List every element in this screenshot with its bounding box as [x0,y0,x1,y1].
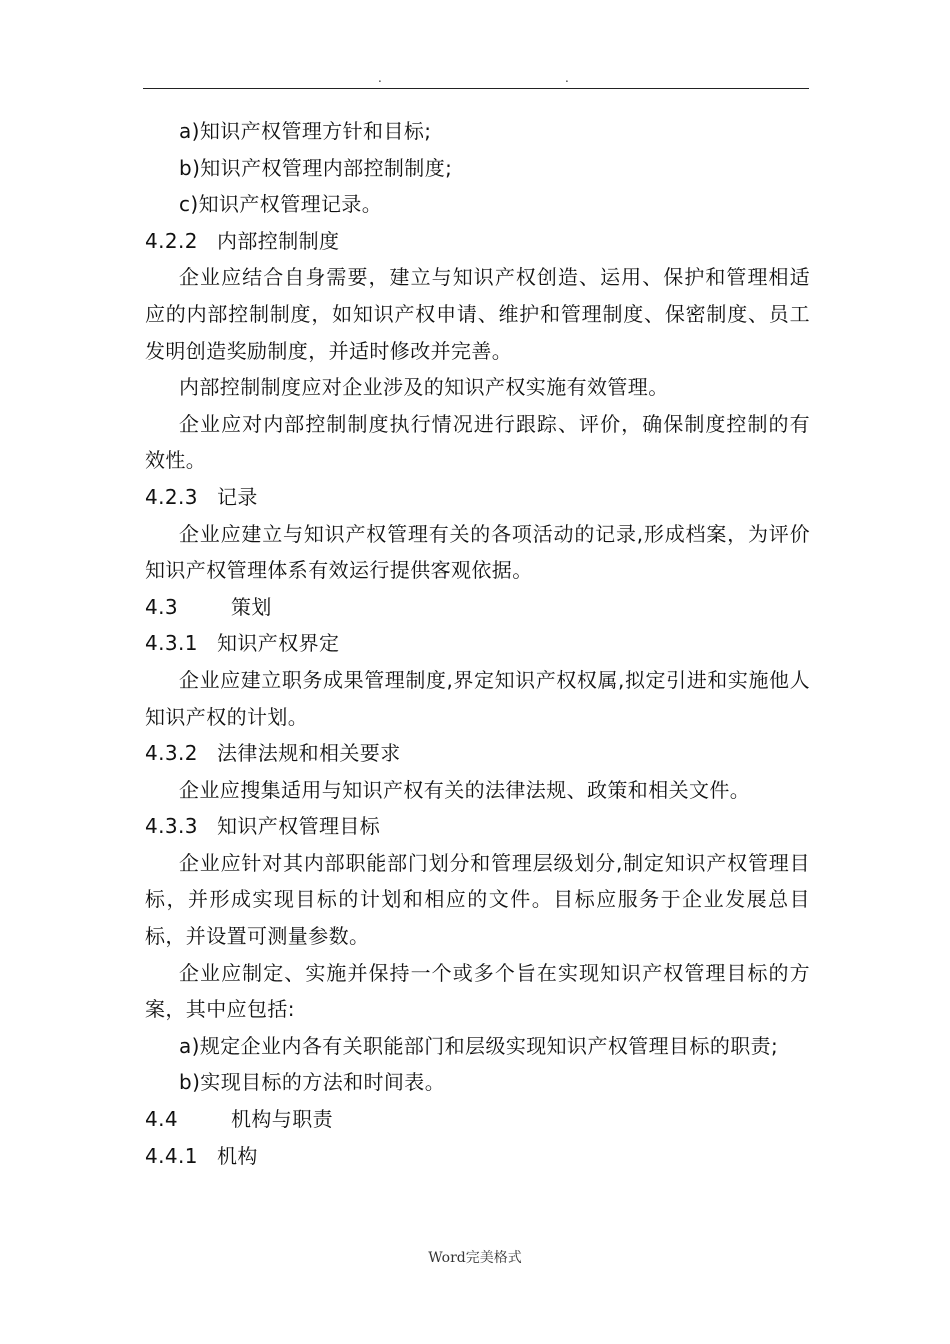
document-body [145,113,810,1174]
paragraph: 企业应搜集适用与知识产权有关的法律法规、政策和相关文件。 [179,777,751,802]
list-item: b)实现目标的方法和时间表。 [179,1070,446,1095]
section-number: 4.3 [145,594,179,619]
paragraph: 企业应制定、实施并保持一个或多个旨在实现知识产权管理目标的方案，其中应包括: [145,960,810,1022]
header-dot-right: . [565,71,569,85]
section-title: 内部控制制度 [217,228,340,253]
paragraph: 企业应建立职务成果管理制度,界定知识产权权属,拟定引进和实施他人知识产权的计划。 [145,667,810,729]
list-item: a)知识产权管理方针和目标; [179,119,432,143]
section-heading [145,479,810,516]
section-number: 4.4.1 [145,1143,198,1168]
section-number: 4.3.3 [145,814,198,839]
section-title: 知识产权界定 [217,631,340,656]
list-item: c)知识产权管理记录。 [179,192,383,217]
section-heading [145,589,810,626]
paragraph: 企业应建立与知识产权管理有关的各项活动的记录,形成档案，为评价知识产权管理体系有效运行提供客观依据。 [145,521,810,583]
section-number: 4.2.2 [145,228,198,253]
section-title: 法律法规和相关要求 [217,741,401,766]
section-number: 4.4 [145,1107,179,1132]
page-footer: Word完美格式 [428,1250,522,1266]
section-heading [145,808,810,845]
paragraph: 企业应对内部控制制度执行情况进行跟踪、评价，确保制度控制的有效性。 [145,411,810,473]
section-title: 机构与职责 [231,1107,333,1132]
paragraph: 内部控制制度应对企业涉及的知识产权实施有效管理。 [179,375,669,400]
section-heading [145,625,810,662]
section-number: 4.2.3 [145,484,198,509]
section-title: 机构 [217,1143,258,1168]
header-dots [0,71,950,85]
section-number: 4.3.2 [145,741,198,766]
header-dot-left: . [378,71,382,85]
section-title: 记录 [217,484,258,509]
section-title: 策划 [231,594,272,619]
paragraph: 企业应结合自身需要，建立与知识产权创造、运用、保护和管理相适应的内部控制制度，如知识产权申请、维护和管理制度、保密制度、员工发明创造奖励制度，并适时修改并完善。 [145,265,810,363]
section-title: 知识产权管理目标 [217,814,381,839]
section-heading [145,735,810,772]
list-item: a)规定企业内各有关职能部门和层级实现知识产权管理目标的职责; [179,1033,779,1058]
section-heading [145,1138,810,1175]
paragraph: 企业应针对其内部职能部门划分和管理层级划分,制定知识产权管理目标，并形成实现目标的计划和相应的文件。目标应服务于企业发展总目标，并设置可测量参数。 [145,850,810,949]
list-item: b)知识产权管理内部控制制度; [179,155,453,180]
section-heading [145,223,810,260]
section-heading [145,1101,810,1138]
header-rule [143,88,809,89]
section-number: 4.3.1 [145,631,198,656]
